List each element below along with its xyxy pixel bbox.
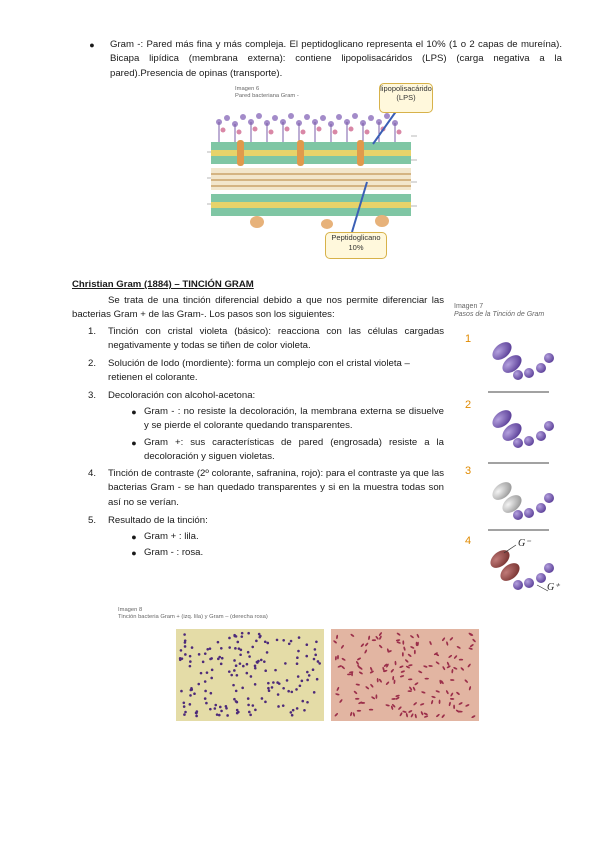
bullet-icon: ● <box>131 438 137 448</box>
figure-caption-sub: Pasos de la Tinción de Gram <box>454 311 545 318</box>
step-5-text: Resultado de la tinción: <box>108 515 208 526</box>
bullet-icon: ● <box>89 40 95 50</box>
gram-stain-steps-figure <box>452 301 562 601</box>
step-3-text: Decoloración con alcohol-acetona: <box>108 390 256 401</box>
step-2-text: Solución de Iodo (mordiente): forma un complejo con el cristal violeta – retienen el colorante. <box>108 358 410 384</box>
bullet-icon: ● <box>131 407 137 417</box>
lps-callout: lipopolisacárido (LPS) <box>379 83 433 113</box>
step-number: 2. <box>87 358 96 369</box>
step-number: 3. <box>87 390 96 401</box>
step-2-cells <box>489 407 554 448</box>
decoloration-gram-negative: Gram - : no resiste la decoloración, la membrana externa se disuelve y se pierde el colorante quedando transparentes. <box>144 406 444 432</box>
figure-caption-sub: Pared bacteriana Gram - <box>235 93 299 99</box>
step-number: 5. <box>87 515 96 526</box>
bullet-icon: ● <box>131 548 137 558</box>
bacteria-step-diagram <box>452 301 562 601</box>
figure-caption: Imagen 8 <box>118 607 143 613</box>
step-label: 4 <box>465 535 472 547</box>
step-label: 3 <box>465 465 472 477</box>
step-4-cells <box>487 545 554 591</box>
result-gram-negative: Gram - : rosa. <box>144 547 204 558</box>
gram-positive-micrograph <box>176 629 324 721</box>
step-1-cells <box>489 339 554 380</box>
figure-caption: Imagen 6 <box>235 86 260 92</box>
peptidoglycan-callout: Peptidoglicano 10% <box>325 232 387 259</box>
step-label: 1 <box>465 333 472 345</box>
step-4-text: Tinción de contraste (2º colorante, safranina, rojo): para el contraste ya que las bacterias Gram - se han quedado transparentes y si en la muestra todas son así no se verían. <box>108 468 444 508</box>
gram-negative-paragraph: Gram -: Pared más fina y más compleja. El peptidoglicano representa el 10% (1 o 2 capas de mureína). Bicapa lipídica (membrana externa): contiene lipopolisacáridos (LPS) (carga negativa a la pared).Presencia de opinas (transporte). <box>110 39 562 79</box>
step-number: 1. <box>87 326 96 337</box>
figure-caption-sub: Tinción bacteria Gram + (izq. lila) y Gram – (derecha rosa) <box>118 614 268 620</box>
section-heading: Christian Gram (1884) – TINCIÓN GRAM <box>72 279 254 290</box>
bullet-icon: ● <box>131 532 137 542</box>
gram-negative-wall-figure <box>207 82 432 262</box>
step-label: 2 <box>465 399 472 411</box>
step-3-cells <box>489 479 554 520</box>
gram-positive-label: G⁺ <box>547 582 560 593</box>
gram-negative-label: G⁻ <box>518 538 531 549</box>
step-1-text: Tinción con cristal violeta (básico): reacciona con las células cargadas negativamente y todas se tiñen de color violeta. <box>108 326 444 352</box>
gram-negative-micrograph <box>331 629 479 721</box>
result-gram-positive: Gram + : lila. <box>144 531 199 542</box>
figure-caption: Imagen 7 <box>454 303 484 310</box>
step-number: 4. <box>87 468 96 479</box>
section-intro: Se trata de una tinción diferencial debido a que nos permite diferenciar las bacterias Gram + de las Gram-. Los pasos son los siguientes: <box>72 295 444 321</box>
decoloration-gram-positive: Gram +: sus características de pared (engrosada) resiste a la decoloración y siguen violetas. <box>144 437 444 463</box>
